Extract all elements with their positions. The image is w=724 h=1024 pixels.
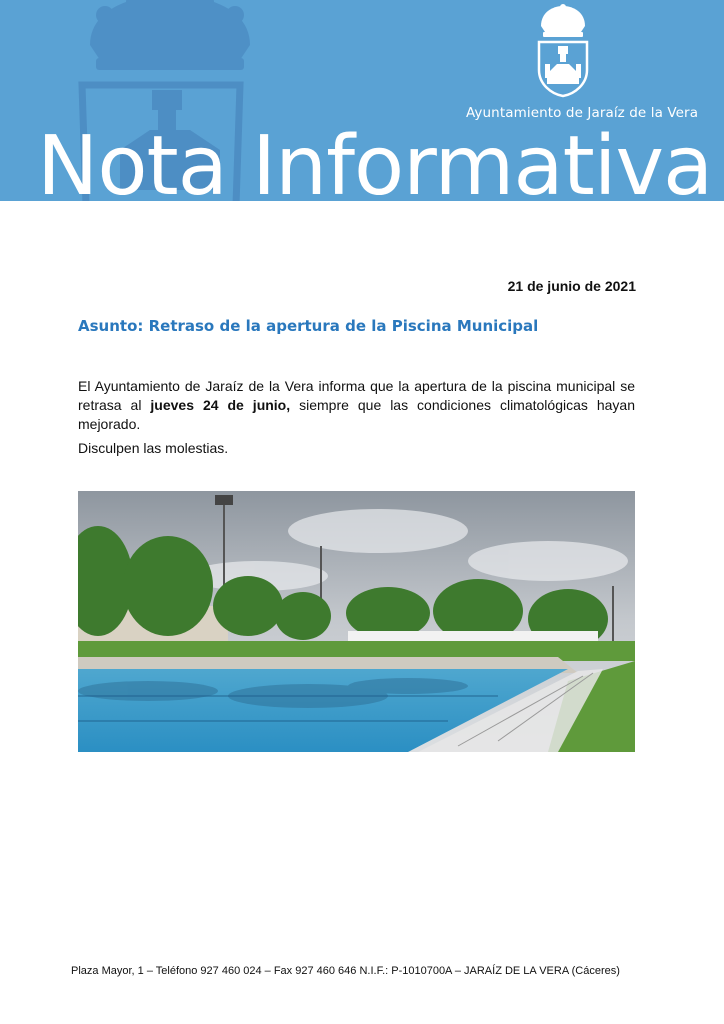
document-date: 21 de junio de 2021 [507,278,636,294]
closing-line: Disculpen las molestias. [78,440,229,456]
document-type-title: Nota Informativa [37,119,713,201]
letterhead-banner [0,0,724,201]
organization-name: Ayuntamiento de Jaraíz de la Vera [466,105,699,121]
announcement-paragraph [78,377,635,434]
paragraph-emphasis-date: jueves 24 de junio, [150,397,291,413]
coat-of-arms-logo-icon [531,4,595,98]
paragraph-text-after: siempre que las condiciones climatológicas hayan mejorado. [78,397,635,432]
footer-contact-info: Plaza Mayor, 1 – Teléfono 927 460 024 – Fax 927 460 646 N.I.F.: P-1010700A – JARAÍZ DE LA VERA (Cáceres) [71,965,620,977]
paragraph-text-before: El Ayuntamiento de Jaraíz de la Vera informa que la apertura de la piscina municipal se retrasa al [78,378,635,413]
subject-heading: Asunto: Retraso de la apertura de la Piscina Municipal [78,317,539,335]
swimming-pool-photo [78,491,635,752]
